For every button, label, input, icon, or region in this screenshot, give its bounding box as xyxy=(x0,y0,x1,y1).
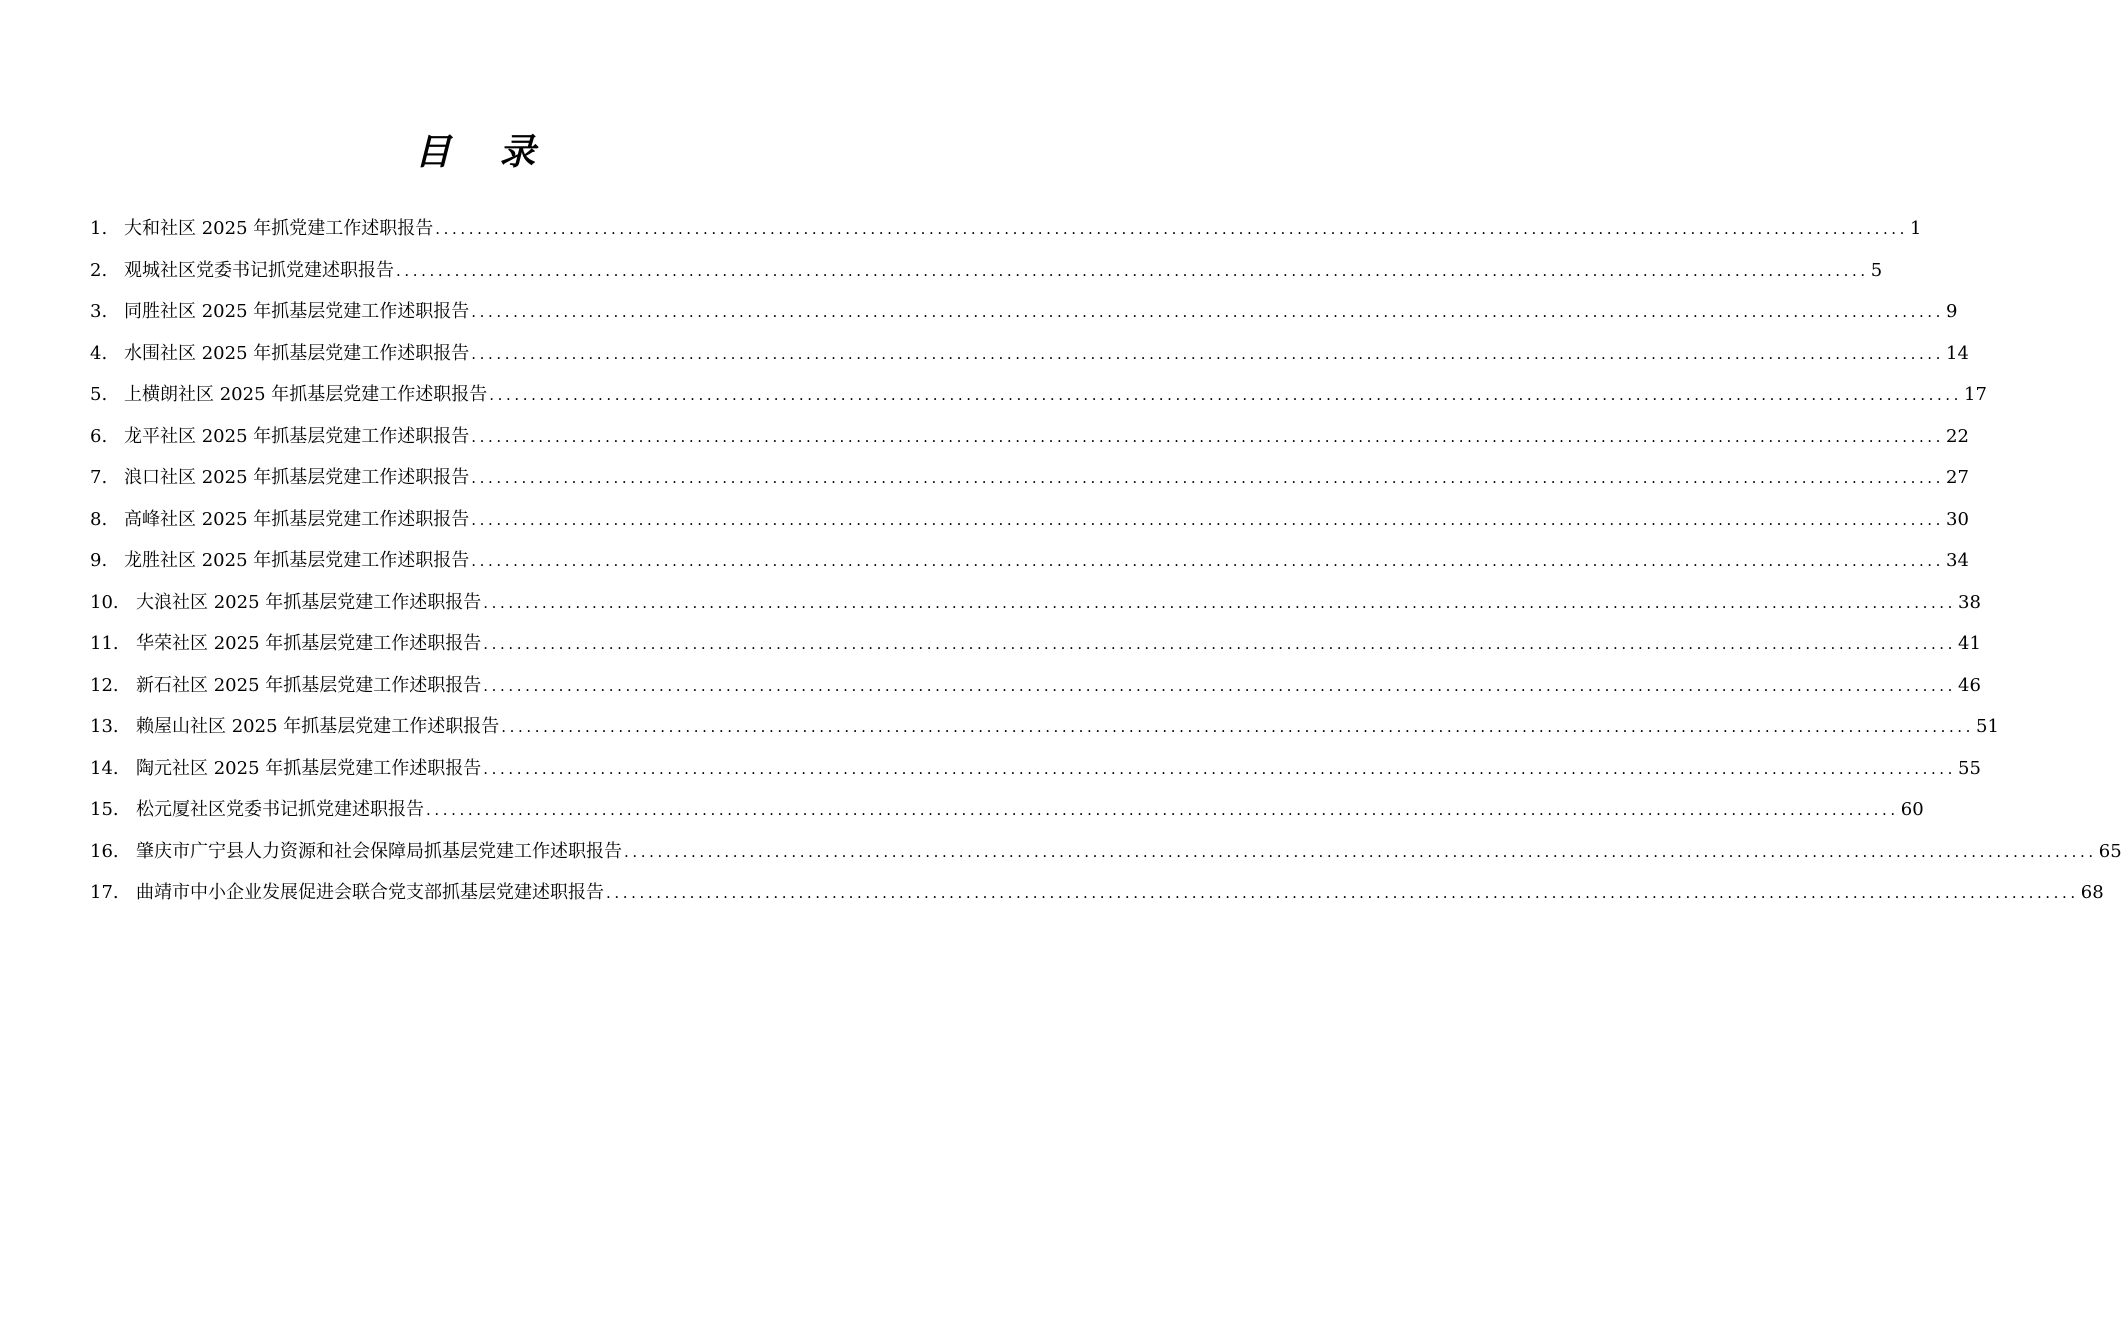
toc-entry-number: 15. xyxy=(90,799,119,820)
toc-entry-number: 6. xyxy=(90,425,108,447)
toc-entry-page: 65 xyxy=(2098,840,2122,862)
toc-entry[interactable] xyxy=(90,291,1958,333)
toc-entry-title: 大浪社区 2025 年抓基层党建工作述职报告 xyxy=(136,591,482,613)
toc-entry-title: 观城社区党委书记抓党建述职报告 xyxy=(124,259,394,281)
toc-entry-number: 4. xyxy=(90,342,108,364)
toc-entry-number: 11. xyxy=(90,633,119,654)
toc-entry-title: 水围社区 2025 年抓基层党建工作述职报告 xyxy=(124,342,470,364)
toc-entry[interactable] xyxy=(90,416,1969,458)
toc-entry-title: 赖屋山社区 2025 年抓基层党建工作述职报告 xyxy=(136,716,500,737)
toc-entry-page: 41 xyxy=(1958,633,1981,654)
toc-entry-page: 38 xyxy=(1958,591,1981,613)
toc-entry[interactable] xyxy=(90,872,2104,914)
toc-entry-title: 陶元社区 2025 年抓基层党建工作述职报告 xyxy=(136,757,482,779)
toc-dot-leader xyxy=(471,292,1944,334)
toc-dot-leader xyxy=(501,707,1974,749)
toc-entry[interactable] xyxy=(90,333,1969,375)
toc-dot-leader xyxy=(606,873,2079,915)
toc-entry-title: 同胜社区 2025 年抓基层党建工作述职报告 xyxy=(124,301,470,322)
toc-dot-leader xyxy=(471,334,1944,376)
toc-entry[interactable] xyxy=(90,665,1981,707)
toc-entry-number: 14. xyxy=(90,757,119,779)
toc-entry-page: 68 xyxy=(2080,882,2104,903)
toc-entry-title: 松元厦社区党委书记抓党建述职报告 xyxy=(136,799,424,820)
toc-entry[interactable] xyxy=(90,208,1922,250)
toc-entry[interactable] xyxy=(90,748,1981,790)
toc-entry-number: 8. xyxy=(90,508,108,530)
toc-entry[interactable] xyxy=(90,623,1981,665)
toc-entry-number: 2. xyxy=(90,259,108,281)
toc-entry-title: 大和社区 2025 年抓党建工作述职报告 xyxy=(124,218,434,239)
toc-entry-number: 5. xyxy=(90,384,108,405)
toc-dot-leader xyxy=(489,375,1962,417)
toc-entry-page: 34 xyxy=(1946,550,1969,571)
toc-dot-leader xyxy=(483,624,1956,666)
toc-dot-leader xyxy=(483,583,1956,625)
toc-entry-title: 肇庆市广宁县人力资源和社会保障局抓基层党建工作述职报告 xyxy=(136,840,622,862)
toc-entry-title: 高峰社区 2025 年抓基层党建工作述职报告 xyxy=(124,508,470,530)
toc-entry[interactable] xyxy=(90,789,1924,831)
toc-entry-page: 46 xyxy=(1958,674,1981,696)
toc-entry[interactable] xyxy=(90,250,1883,292)
toc-entry-page: 5 xyxy=(1870,259,1883,281)
toc-entry-title: 曲靖市中小企业发展促进会联合党支部抓基层党建述职报告 xyxy=(136,882,604,903)
toc-entry-number: 1. xyxy=(90,218,108,239)
toc-entry-page: 14 xyxy=(1946,342,1969,364)
toc-entry[interactable] xyxy=(90,706,1999,748)
toc-entry-page: 27 xyxy=(1946,467,1969,488)
toc-entry-page: 55 xyxy=(1958,757,1981,779)
toc-entry-number: 7. xyxy=(90,467,108,488)
toc-entry[interactable] xyxy=(90,831,2122,873)
toc-entry[interactable] xyxy=(90,457,1969,499)
toc-dot-leader xyxy=(471,500,1944,542)
toc-dot-leader xyxy=(435,209,1908,251)
toc-entry[interactable] xyxy=(90,582,1981,624)
toc-entry-page: 1 xyxy=(1910,218,1922,239)
toc-entry[interactable] xyxy=(90,374,1987,416)
toc-entry-title: 新石社区 2025 年抓基层党建工作述职报告 xyxy=(136,674,482,696)
toc-dot-leader xyxy=(483,666,1956,708)
toc-entry-title: 龙胜社区 2025 年抓基层党建工作述职报告 xyxy=(124,550,470,571)
toc-dot-leader xyxy=(624,832,2097,874)
toc-dot-leader xyxy=(471,417,1944,459)
toc-entry-page: 30 xyxy=(1946,508,1969,530)
toc-entry-number: 17. xyxy=(90,882,119,903)
page-title: 目 录 xyxy=(414,131,554,173)
toc-entry-title: 浪口社区 2025 年抓基层党建工作述职报告 xyxy=(124,467,470,488)
toc-dot-leader xyxy=(471,541,1944,583)
toc-entry-title: 华荣社区 2025 年抓基层党建工作述职报告 xyxy=(136,633,482,654)
toc-entry-number: 10. xyxy=(90,591,119,613)
toc-entry-page: 9 xyxy=(1946,301,1958,322)
toc-entry-title: 上横朗社区 2025 年抓基层党建工作述职报告 xyxy=(124,384,488,405)
toc-entry-page: 22 xyxy=(1946,425,1969,447)
toc-entry-number: 13. xyxy=(90,716,119,737)
toc-entry-number: 9. xyxy=(90,550,108,571)
toc-dot-leader xyxy=(483,749,1956,791)
toc-entry-title: 龙平社区 2025 年抓基层党建工作述职报告 xyxy=(124,425,470,447)
toc-entry[interactable] xyxy=(90,499,1969,541)
toc-dot-leader xyxy=(426,790,1899,832)
toc-entry-page: 51 xyxy=(1976,716,1999,737)
toc-entry-page: 60 xyxy=(1900,799,1924,820)
toc-dot-leader xyxy=(396,251,1869,293)
toc-entry-number: 12. xyxy=(90,674,119,696)
toc-entry-number: 16. xyxy=(90,840,119,862)
toc-dot-leader xyxy=(471,458,1944,500)
toc-entry-number: 3. xyxy=(90,301,108,322)
toc-entry[interactable] xyxy=(90,540,1969,582)
toc-entry-page: 17 xyxy=(1964,384,1987,405)
table-of-contents xyxy=(90,208,2122,914)
